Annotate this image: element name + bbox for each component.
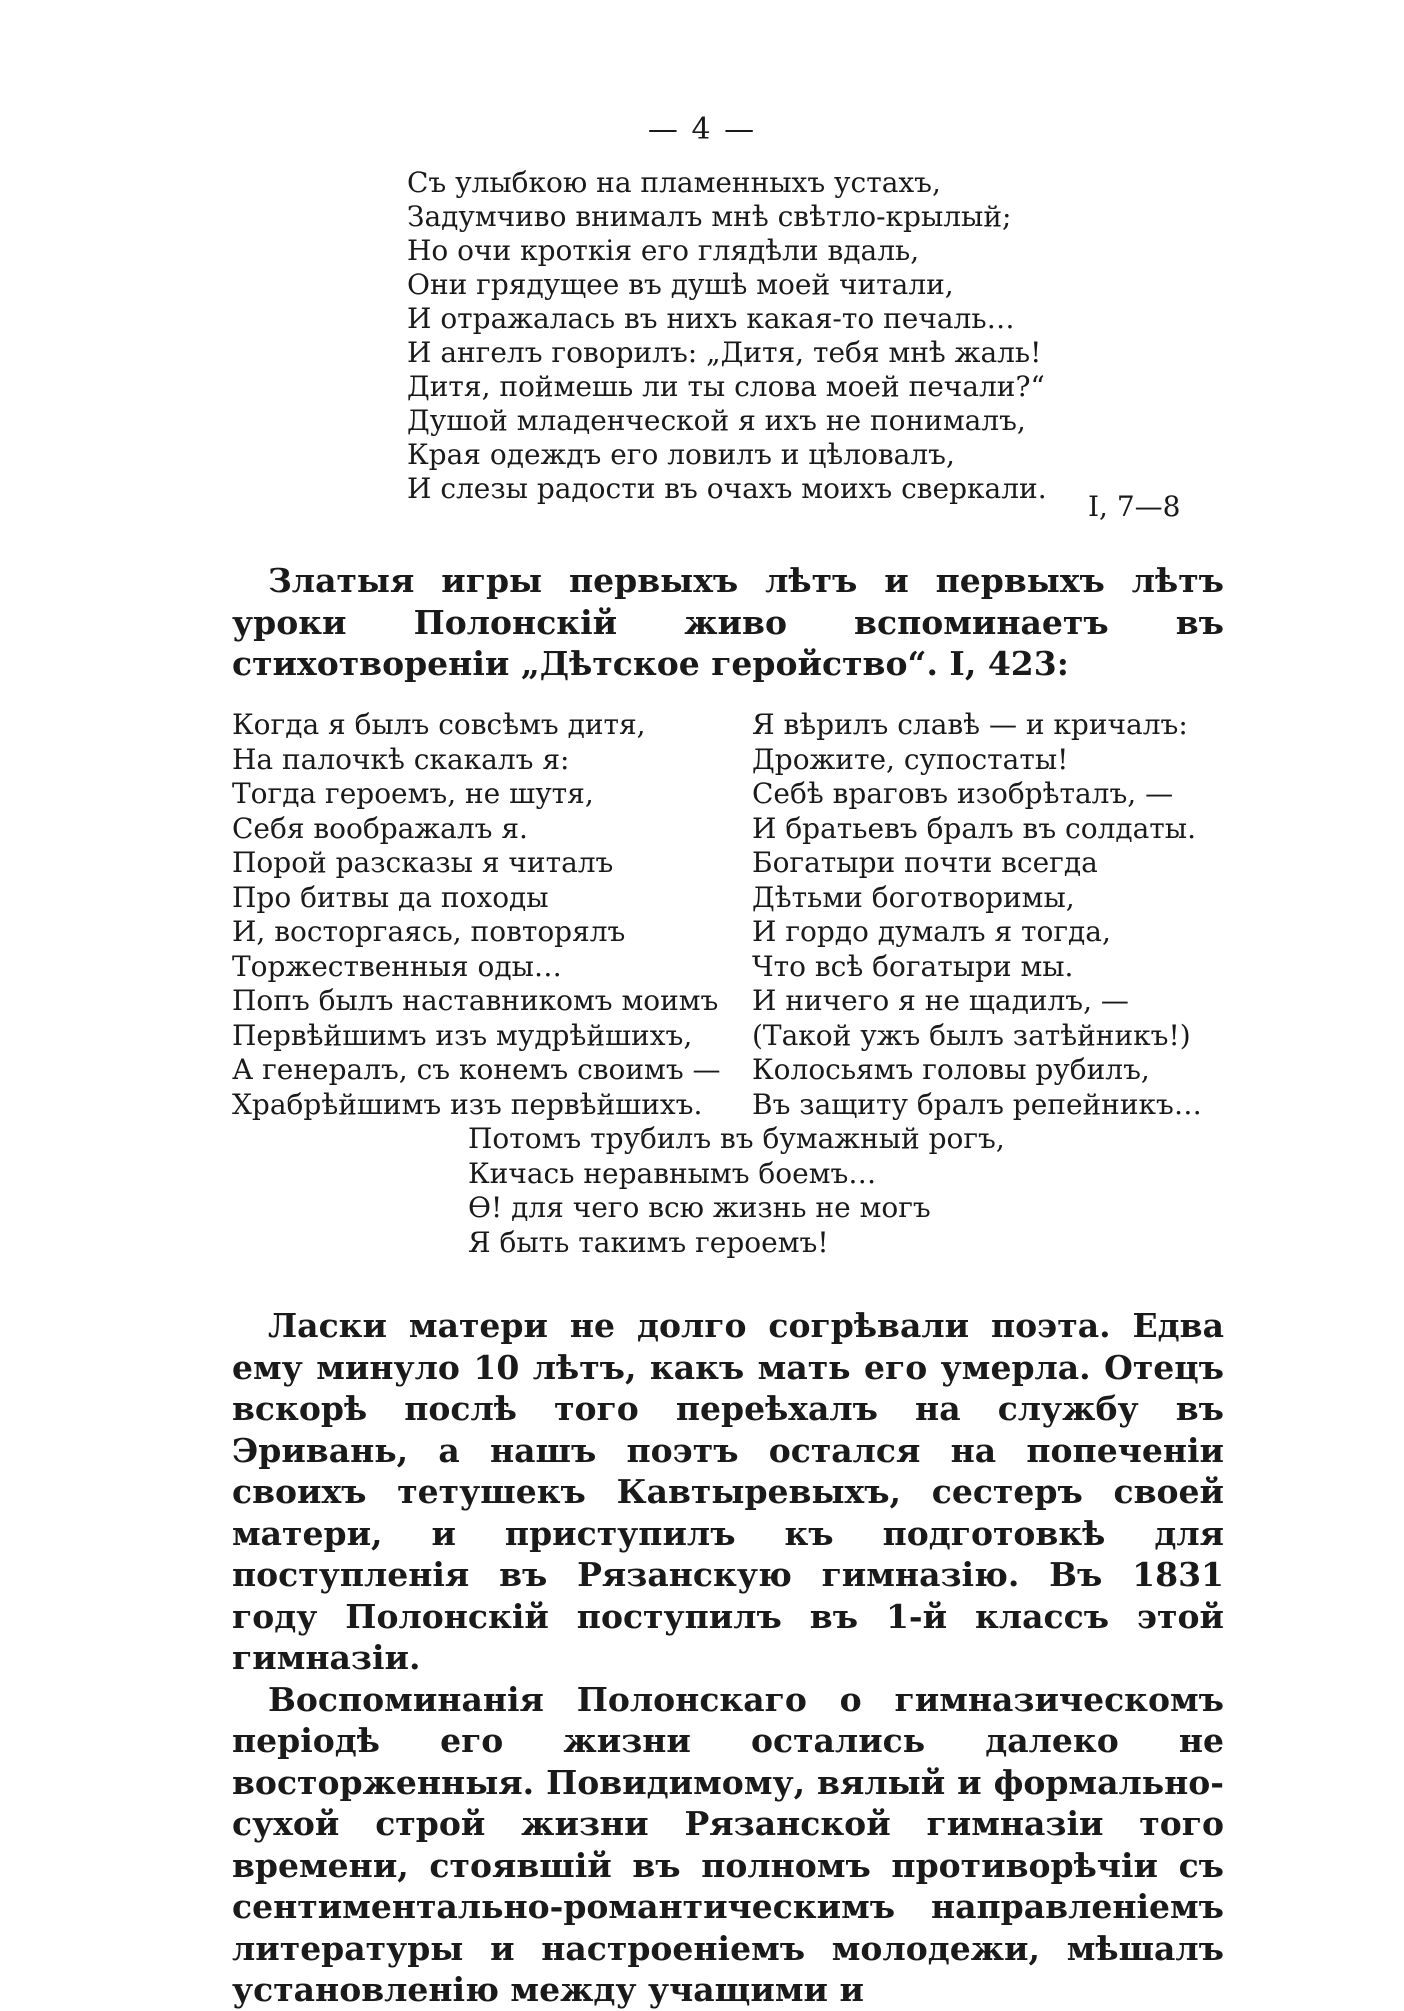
poem-coda (468, 1122, 1005, 1260)
paragraph-text: Воспоминанія Полонскаго о гимназическомъ періодѣ его жизни остались далеко не восторженныя. Повидимому, вялый и формально-сухой строй жизни Рязанской гимназіи того времени, стоявшій въ полномъ противорѣчіи съ сентиментально-романтическимъ направленіемъ литературы и настроеніемъ молодежи, мѣшалъ установленію между учащими и (232, 1679, 1224, 2009)
verse-line: На палочкѣ скакалъ я: (232, 742, 570, 776)
verse-line: Богатыри почти всегда (752, 846, 1098, 879)
verse-line: Кичась неравнымъ боемъ… (468, 1156, 877, 1190)
paragraph-text: Златыя игры первыхъ лѣтъ и первыхъ лѣтъ уроки Полонскій живо вспоминаетъ въ стихотвореніи „Дѣтское геройство“. I, 423: (232, 561, 1224, 683)
verse-line: И гордо думалъ я тогда, (752, 915, 1111, 948)
verse-line: Себѣ враговъ изобрѣталъ, — (752, 777, 1174, 810)
verse-line: Ѳ! для чего всю жизнь не могъ (468, 1191, 931, 1224)
verse-line: И братьевъ бралъ въ солдаты. (752, 811, 1196, 845)
verse-line: Но очи кроткія его глядѣли вдаль, (407, 234, 920, 267)
poem-right-column (752, 708, 1232, 1122)
opening-poem (407, 166, 1207, 506)
verse-line: Торжественныя оды… (232, 949, 562, 983)
verse-line: Дитя, поймешь ли ты слова моей печали?“ (407, 370, 1045, 403)
verse-line: Они грядущее въ душѣ моей читали, (407, 268, 954, 301)
verse-line: Первѣйшимъ изъ мудрѣйшихъ, (232, 1018, 693, 1052)
verse-line: И ангелъ говорилъ: „Дитя, тебя мнѣ жаль! (407, 336, 1042, 369)
verse-line: А генералъ, съ конемъ своимъ — (232, 1053, 721, 1086)
verse-line: Душой младенческой я ихъ не понималъ, (407, 404, 1026, 437)
verse-line: Колосьямъ головы рубилъ, (752, 1053, 1150, 1086)
verse-line: Про битвы да походы (232, 880, 549, 914)
paragraph-text: Ласки матери не долго согрѣвали поэта. Едва ему минуло 10 лѣтъ, какъ мать его умерла. Отецъ вскорѣ послѣ того переѣхалъ на службу въ Эривань, а нашъ поэтъ остался на попеченіи своихъ тетушекъ Кавтыревыхъ, сестеръ своей матери, и приступилъ къ подготовкѣ для поступленія въ Рязанскую гимназію. Въ 1831 году Полонскій поступилъ въ 1-й классъ этой гимназіи. (232, 1306, 1224, 1677)
verse-line: Тогда героемъ, не шутя, (232, 777, 594, 810)
verse-line: Съ улыбкою на пламенныхъ устахъ, (407, 166, 941, 199)
verse-line: И слезы радости въ очахъ моихъ сверкали. (407, 472, 1047, 505)
verse-line: Попъ былъ наставникомъ моимъ (232, 984, 719, 1017)
verse-line: Когда я былъ совсѣмъ дитя, (232, 708, 646, 741)
intro-paragraph (232, 560, 1224, 685)
verse-line: Края одеждъ его ловилъ и цѣловалъ, (407, 438, 955, 471)
verse-line: Дрожите, супостаты! (752, 742, 1069, 776)
verse-line: Въ защиту бралъ репейникъ… (752, 1087, 1202, 1121)
page-number: — 4 — (647, 112, 757, 147)
verse-line: Себя воображалъ я. (232, 811, 528, 845)
verse-line: Дѣтьми боготворимы, (752, 880, 1075, 914)
verse-line: И отражалась въ нихъ какая-то печаль… (407, 302, 1015, 335)
verse-line: Я вѣрилъ славѣ — и кричалъ: (752, 708, 1188, 741)
verse-line: Порой разсказы я читалъ (232, 846, 614, 879)
verse-line: Храбрѣйшимъ изъ первѣйшихъ. (232, 1087, 703, 1121)
poem-left-column (232, 708, 722, 1122)
verse-line: Потомъ трубилъ въ бумажный рогъ, (468, 1122, 1005, 1155)
body-text (232, 1305, 1224, 2011)
verse-line: И, восторгаясь, повторялъ (232, 915, 626, 948)
verse-line: Что всѣ богатыри мы. (752, 949, 1074, 983)
verse-line: И ничего я не щадилъ, — (752, 984, 1129, 1017)
verse-line: (Такой ужъ былъ затѣйникъ!) (752, 1018, 1191, 1052)
verse-line: Задумчиво внималъ мнѣ свѣтло-крылый; (407, 200, 1012, 233)
verse-line: Я быть такимъ героемъ! (468, 1225, 829, 1259)
poem-citation: I, 7—8 (1088, 490, 1181, 523)
